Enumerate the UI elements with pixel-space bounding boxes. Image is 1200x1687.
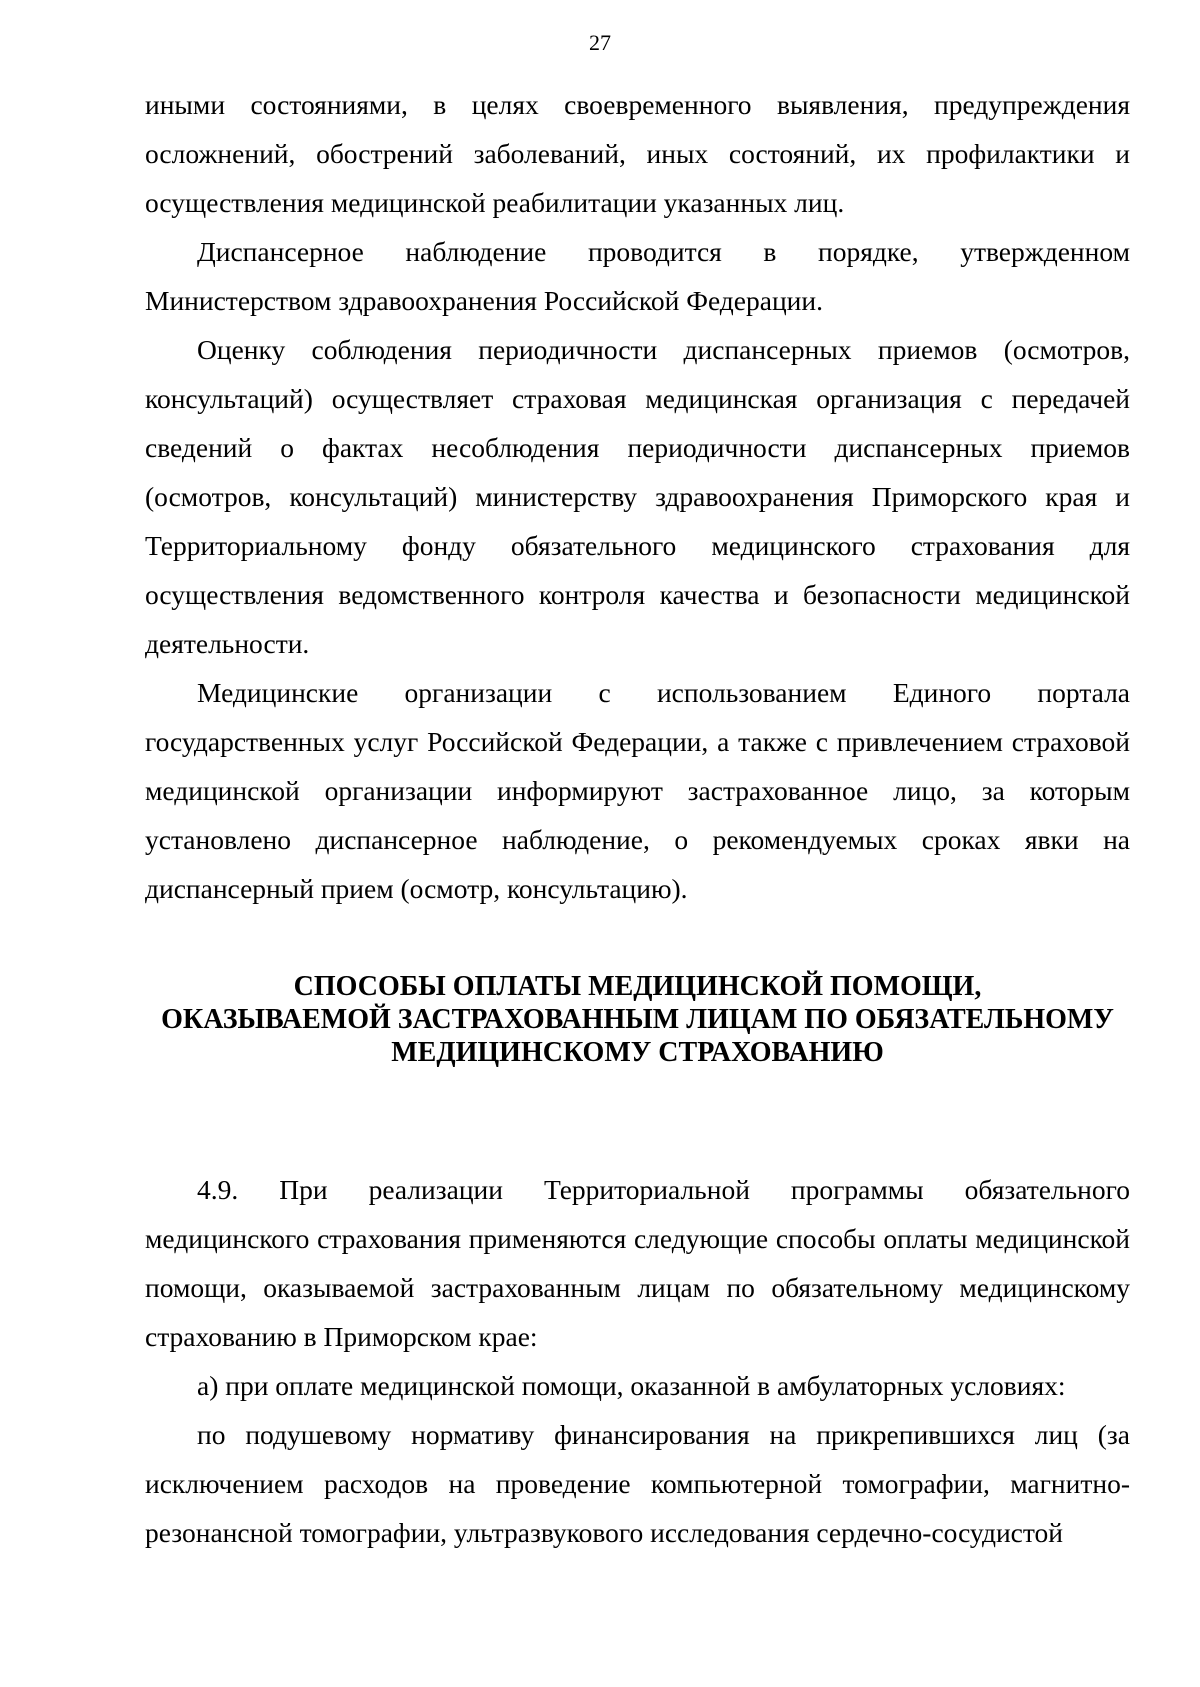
paragraph-4-9: 4.9. При реализации Территориальной программы обязательного медицинского страхования применяются следующие способы оплаты медицинской помощи, оказываемой застрахованным лицам по обязательному медицинскому страхованию в Приморском крае: (145, 1174, 1130, 1352)
section-heading-line-3: МЕДИЦИНСКОМУ СТРАХОВАНИЮ (391, 1037, 884, 1068)
body-text-top (145, 80, 1130, 913)
page-number: 27 (589, 30, 611, 55)
paragraph-periodicity-assessment: Оценку соблюдения периодичности диспансерных приемов (осмотров, консультаций) осуществляет страховая медицинская организация с передачей сведений о фактах несоблюдения периодичности диспансерных приемов (осмотров, консультаций) министерству здравоохранения Приморского края и Территориальному фонду обязательного медицинского страхования для осуществления ведомственного контроля качества и безопасности медицинской деятельности. (145, 334, 1130, 659)
paragraph-item-a: а) при оплате медицинской помощи, оказанной в амбулаторных условиях: (197, 1370, 1066, 1401)
paragraph-patient-informing: Медицинские организации с использованием Единого портала государственных услуг Российской Федерации, а также с привлечением страховой медицинской организации информируют застрахованное лицо, за которым установлено диспансерное наблюдение, о рекомендуемых сроках явки на диспансерный прием (осмотр, консультацию). (145, 677, 1130, 904)
body-text-bottom (145, 1165, 1130, 1557)
section-heading-line-1: СПОСОБЫ ОПЛАТЫ МЕДИЦИНСКОЙ ПОМОЩИ, (293, 971, 982, 1002)
paragraph-continuation: иными состояниями, в целях своевременного выявления, предупреждения осложнений, обострений заболеваний, иных состояний, их профилактики и осуществления медицинской реабилитации указанных лиц. (145, 89, 1130, 218)
section-heading-line-2: ОКАЗЫВАЕМОЙ ЗАСТРАХОВАННЫМ ЛИЦАМ ПО ОБЯЗАТЕЛЬНОМУ (161, 1004, 1114, 1035)
paragraph-dispensary-observation: Диспансерное наблюдение проводится в порядке, утвержденном Министерством здравоохранения Российской Федерации. (145, 236, 1130, 316)
section-heading (145, 970, 1130, 1069)
paragraph-per-capita-funding: по подушевому нормативу финансирования на прикрепившихся лиц (за исключением расходов на проведение компьютерной томографии, магнитно-резонансной томографии, ультразвукового исследования сердечно-сосудистой (145, 1419, 1130, 1548)
